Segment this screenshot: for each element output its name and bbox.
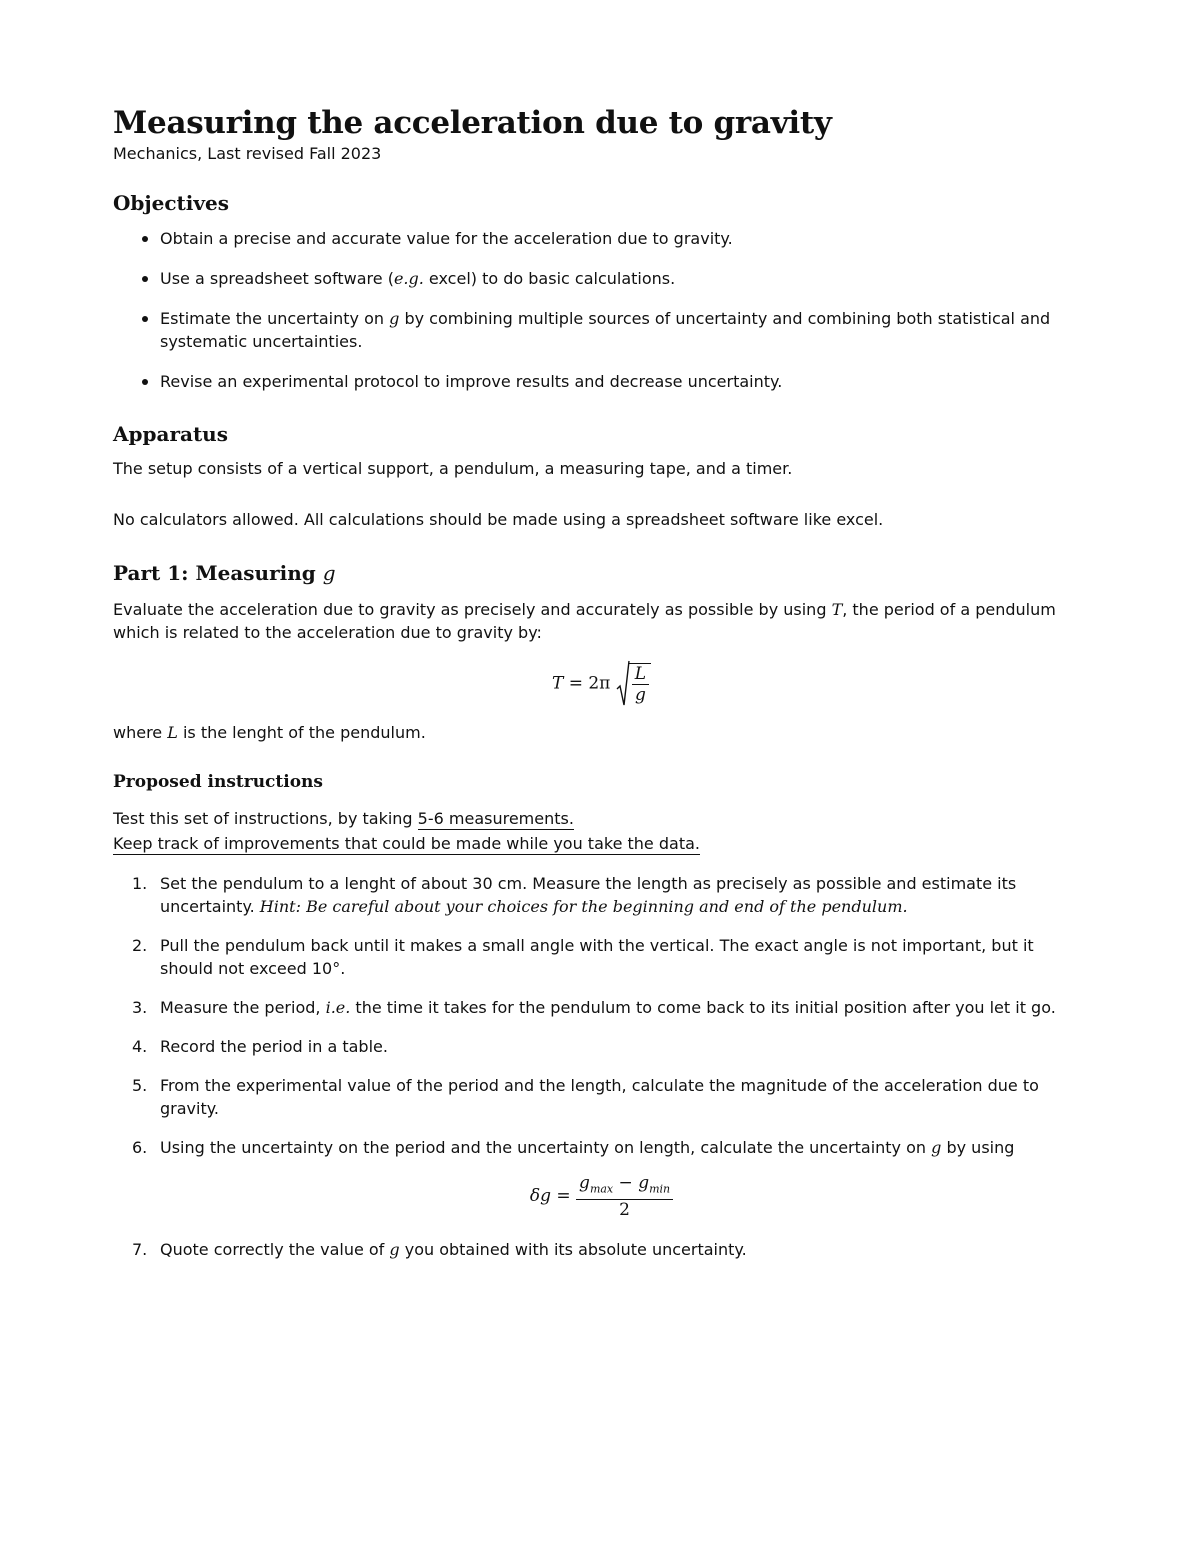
- period-equation: T = 2π $\frac{L}{g}$: [113, 659, 1090, 709]
- uncertainty-equation: δg = $\frac{g_{max} - g_{min}}{2}$: [113, 1173, 1090, 1220]
- list-item: 3. Measure the period, i.e. the time it takes for the pendulum to come back to its initial position after you let it go.: [132, 998, 1056, 1017]
- part1-heading: Part 1: Measuring g: [113, 561, 336, 585]
- where-paragraph: where L is the lenght of the pendulum.: [113, 723, 426, 742]
- objectives-list: [113, 227, 1090, 393]
- list-item: 5. From the experimental value of the period and the length, calculate the magnitude of the acceleration due to gravity.: [132, 1076, 1039, 1118]
- apparatus-paragraph: The setup consists of a vertical support, a pendulum, a measuring tape, and a timer.: [113, 459, 793, 478]
- list-item: 2. Pull the pendulum back until it makes a small angle with the vertical. The exact angle is not important, but it should not exceed 10°.: [132, 936, 1034, 978]
- list-item: 1. Set the pendulum to a lenght of about 30 cm. Measure the length as precisely as possible and estimate its uncertainty. Hint: Be careful about your choices for the beginning and end of the pendulum.: [132, 874, 1017, 916]
- objectives-heading: Objectives: [113, 191, 229, 215]
- proposed-heading: Proposed instructions: [113, 772, 323, 792]
- proposed-line-2: Keep track of improvements that could be made while you take the data.: [113, 834, 700, 853]
- page-title: Measuring the acceleration due to gravity: [113, 105, 832, 141]
- list-item: 7. Quote correctly the value of g you obtained with its absolute uncertainty.: [132, 1240, 747, 1260]
- list-item: Obtain a precise and accurate value for the acceleration due to gravity.: [113, 227, 1090, 250]
- page-subtitle: Mechanics, Last revised Fall 2023: [113, 144, 382, 163]
- list-item: Revise an experimental protocol to improve results and decrease uncertainty.: [113, 370, 1090, 393]
- instructions-list: [113, 872, 1090, 1261]
- part1-intro: Evaluate the acceleration due to gravity as precisely and accurately as possible by using T, the period of a pendulum which is related to the acceleration due to gravity by:: [113, 600, 1056, 642]
- list-item: Use a spreadsheet software (e.g. excel) to do basic calculations.: [113, 267, 1090, 290]
- calculators-paragraph: No calculators allowed. All calculations should be made using a spreadsheet software like excel.: [113, 510, 884, 529]
- list-item: Estimate the uncertainty on g by combining multiple sources of uncertainty and combining both statistical and systematic uncertainties.: [113, 307, 1090, 353]
- bullet-icon: [142, 379, 148, 385]
- document-content: [113, 103, 1090, 1261]
- apparatus-heading: Apparatus: [113, 422, 228, 446]
- proposed-line-1: Test this set of instructions, by taking 5-6 measurements.: [113, 809, 574, 828]
- bullet-icon: [142, 236, 148, 242]
- bullet-icon: [142, 276, 148, 282]
- bullet-icon: [142, 316, 148, 322]
- square-root: $\frac{L}{g}$: [616, 659, 651, 709]
- list-item: 4. Record the period in a table.: [132, 1037, 388, 1056]
- list-item: 6. Using the uncertainty on the period and the uncertainty on length, calculate the uncertainty on g by using δg = $\frac{g_{max} - g_{min}}{2}$: [113, 1136, 1090, 1220]
